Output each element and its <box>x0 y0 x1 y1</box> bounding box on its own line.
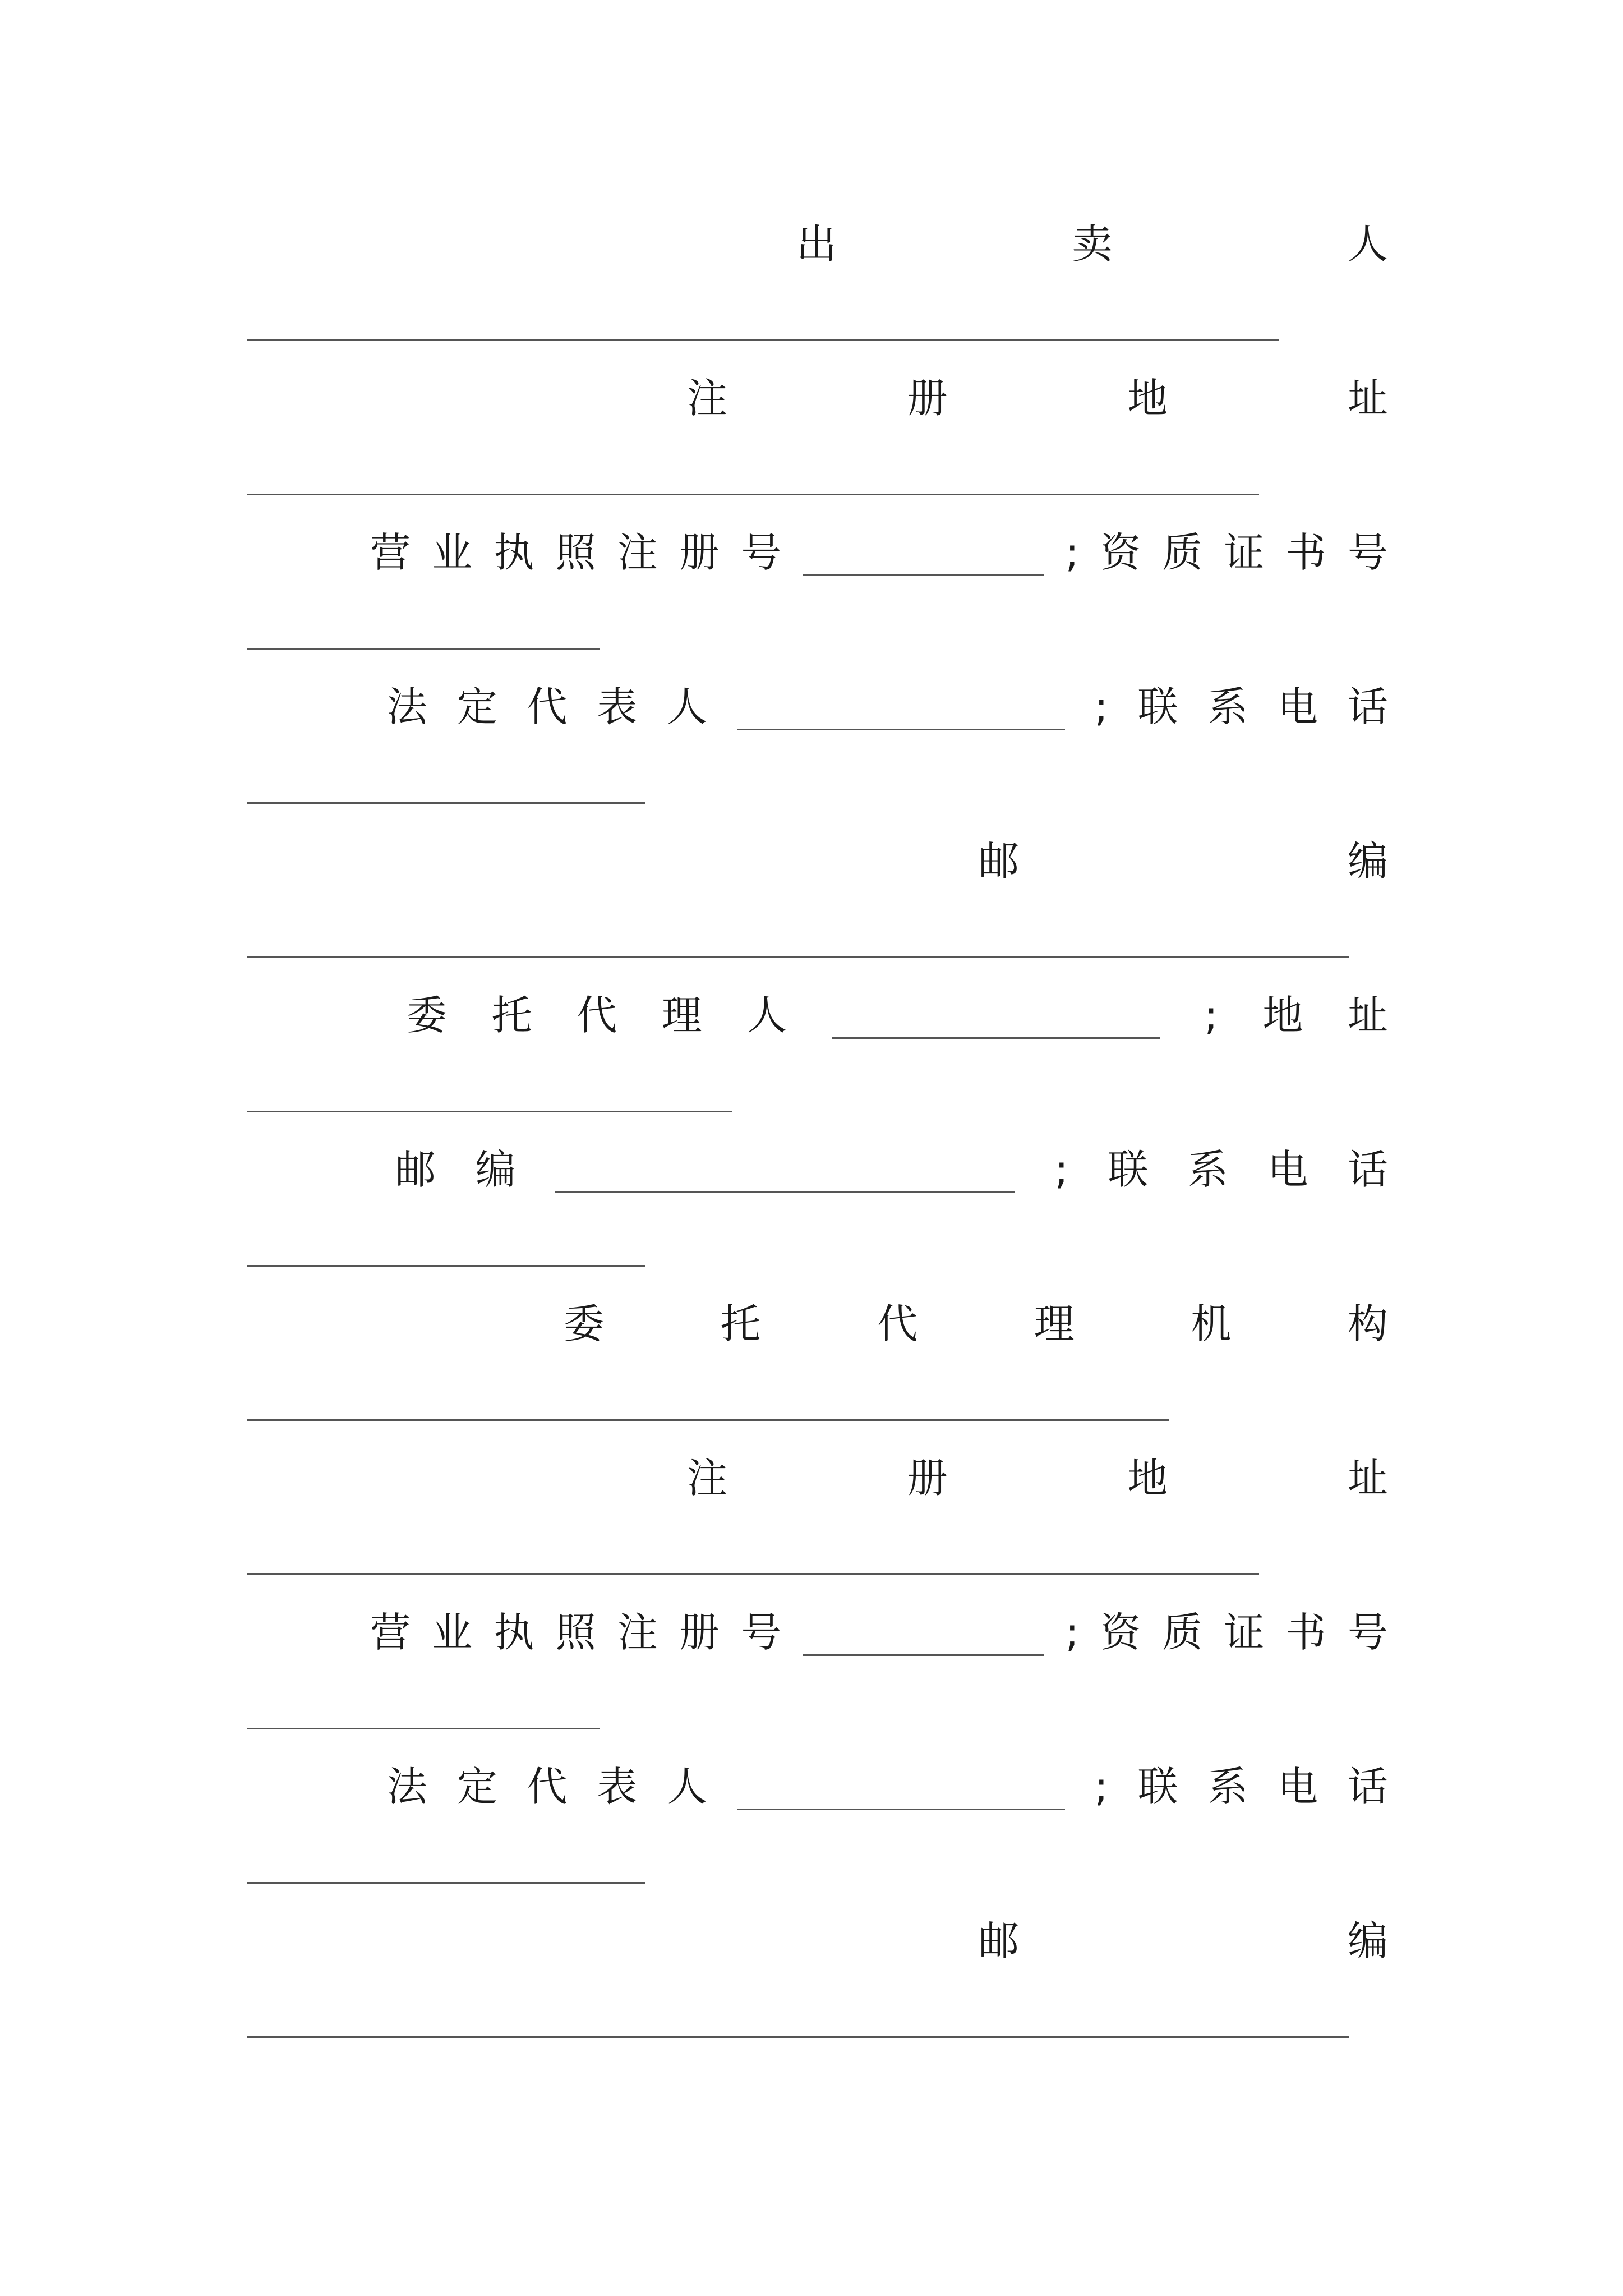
seller-license-label-char: 号 <box>741 529 782 576</box>
qualification-label-char: 资 <box>1100 529 1141 576</box>
agency-legal-row <box>387 1759 1388 1815</box>
seller-license-label-char: 执 <box>494 529 534 576</box>
seller-license-label-char: 注 <box>617 529 658 576</box>
agency-phone-label-char: 话 <box>1347 1763 1388 1810</box>
agency-label-char: 理 <box>1034 1300 1075 1347</box>
phone-label-char: 联 <box>1137 683 1178 730</box>
agency-license-label-char: 册 <box>679 1609 720 1656</box>
agency-phone-label-char: 电 <box>1278 1763 1318 1810</box>
agency-legal-rep-label-char: 表 <box>597 1763 638 1810</box>
agency-legal-rep-label-char: 定 <box>457 1763 497 1810</box>
seller-postcode-field-line[interactable] <box>247 956 1349 958</box>
qualification-label-char: 质 <box>1162 529 1203 576</box>
agent-name-field[interactable] <box>832 1004 1160 1039</box>
agent-postcode-label-char: 邮 <box>395 1146 436 1193</box>
agency-legal-rep-field[interactable] <box>737 1775 1065 1810</box>
phone-label-char: 系 <box>1207 683 1248 730</box>
agency-license-label-char: 执 <box>494 1609 534 1656</box>
agency-address-label-row <box>687 1450 1388 1506</box>
agency-legal-rep-label-char: 人 <box>667 1763 708 1810</box>
seller-license-label-char: 照 <box>555 529 596 576</box>
agent-label-char: 代 <box>577 992 617 1039</box>
agency-address-label-char: 注 <box>687 1455 728 1502</box>
agency-phone-label-char: 联 <box>1137 1763 1178 1810</box>
seller-address-label-row <box>687 370 1388 426</box>
agency-field-line[interactable] <box>247 1419 1169 1421</box>
seller-address-label-char: 地 <box>1127 375 1168 422</box>
seller-license-row <box>370 524 1388 581</box>
agency-label-char: 机 <box>1191 1300 1232 1347</box>
agency-license-label-char: 号 <box>741 1609 782 1656</box>
agency-label-char: 代 <box>877 1300 918 1347</box>
agency-license-label-char: 营 <box>370 1609 411 1656</box>
agency-postcode-label-char: 编 <box>1347 1917 1388 1964</box>
agent-phone-field-line[interactable] <box>247 1265 645 1267</box>
agency-address-label-char: 册 <box>907 1455 948 1502</box>
legal-rep-label-char: 人 <box>667 683 708 730</box>
seller-address-label-char: 注 <box>687 375 728 422</box>
legal-rep-label-char: 法 <box>387 683 428 730</box>
agent-address-field-line[interactable] <box>247 1111 732 1112</box>
seller-field-line[interactable] <box>247 339 1279 341</box>
legal-rep-label-char: 代 <box>527 683 568 730</box>
seller-address-field-line[interactable] <box>247 494 1259 495</box>
agency-legal-rep-label-char: 代 <box>527 1763 568 1810</box>
agency-qualification-label-char: 号 <box>1347 1609 1388 1656</box>
phone-label-char: 电 <box>1278 683 1318 730</box>
separator: ; <box>1065 1609 1079 1656</box>
postcode-label-char: 编 <box>1347 838 1388 885</box>
seller-phone-field-line[interactable] <box>247 802 645 804</box>
agency-qualification-label-char: 证 <box>1224 1609 1265 1656</box>
agent-phone-label-char: 话 <box>1347 1146 1388 1193</box>
seller-license-label-char: 册 <box>679 529 720 576</box>
agency-license-number-field[interactable] <box>803 1621 1044 1656</box>
agent-postcode-label-char: 编 <box>475 1146 516 1193</box>
legal-rep-label-char: 表 <box>597 683 638 730</box>
seller-address-label-char: 册 <box>907 375 948 422</box>
agency-label-char: 托 <box>720 1300 761 1347</box>
separator: ; <box>1204 992 1218 1039</box>
agency-address-label-char: 址 <box>1347 1455 1388 1502</box>
agent-label-char: 理 <box>661 992 702 1039</box>
legal-rep-field[interactable] <box>737 695 1065 730</box>
agency-label-char: 委 <box>564 1300 605 1347</box>
agency-label-char: 构 <box>1347 1300 1388 1347</box>
agent-label-char: 委 <box>407 992 448 1039</box>
phone-label-char: 话 <box>1347 683 1388 730</box>
agent-label-char: 人 <box>746 992 787 1039</box>
separator: ; <box>1094 1763 1108 1810</box>
agency-qualification-label-char: 资 <box>1100 1609 1141 1656</box>
agency-license-label-char: 照 <box>555 1609 596 1656</box>
qualification-label-char: 证 <box>1224 529 1265 576</box>
agency-license-label-char: 注 <box>617 1609 658 1656</box>
seller-label-char: 出 <box>796 220 837 268</box>
agency-qualification-field-line[interactable] <box>247 1728 600 1729</box>
legal-rep-label-char: 定 <box>457 683 497 730</box>
agent-phone-label-char: 电 <box>1267 1146 1308 1193</box>
qualification-label-char: 书 <box>1285 529 1326 576</box>
seller-label-row <box>796 216 1388 272</box>
seller-postcode-row <box>979 833 1388 889</box>
agent-label-char: 托 <box>491 992 532 1039</box>
agency-phone-label-char: 系 <box>1207 1763 1248 1810</box>
seller-label-char: 人 <box>1347 220 1388 268</box>
separator: ; <box>1065 529 1079 576</box>
agent-phone-label-char: 联 <box>1108 1146 1149 1193</box>
separator: ; <box>1054 1146 1068 1193</box>
agency-postcode-field-line[interactable] <box>247 2036 1349 2038</box>
seller-legal-row <box>387 679 1388 735</box>
agent-contact-row <box>395 1142 1388 1198</box>
agency-qualification-label-char: 质 <box>1162 1609 1203 1656</box>
separator: ; <box>1094 683 1108 730</box>
agency-legal-rep-label-char: 法 <box>387 1763 428 1810</box>
license-number-field[interactable] <box>803 541 1044 576</box>
qualification-label-char: 号 <box>1347 529 1388 576</box>
address-label-char: 地 <box>1262 992 1303 1039</box>
agency-label-row <box>564 1296 1388 1352</box>
agency-license-row <box>370 1604 1388 1660</box>
agency-qualification-label-char: 书 <box>1285 1609 1326 1656</box>
agency-license-label-char: 业 <box>432 1609 473 1656</box>
seller-address-label-char: 址 <box>1347 375 1388 422</box>
postcode-label-char: 邮 <box>979 838 1020 885</box>
agency-postcode-row <box>979 1913 1388 1969</box>
seller-license-label-char: 营 <box>370 529 411 576</box>
agent-phone-label-char: 系 <box>1187 1146 1228 1193</box>
seller-license-label-char: 业 <box>432 529 473 576</box>
agency-address-label-char: 地 <box>1127 1455 1168 1502</box>
agency-postcode-label-char: 邮 <box>979 1917 1020 1964</box>
seller-label-char: 卖 <box>1072 220 1113 268</box>
address-label-char: 址 <box>1347 992 1388 1039</box>
agency-phone-field-line[interactable] <box>247 1882 645 1884</box>
agency-address-field-line[interactable] <box>247 1573 1259 1575</box>
qualification-number-field-line[interactable] <box>247 648 600 650</box>
agent-row <box>407 987 1388 1043</box>
agent-postcode-field[interactable] <box>555 1158 1015 1193</box>
